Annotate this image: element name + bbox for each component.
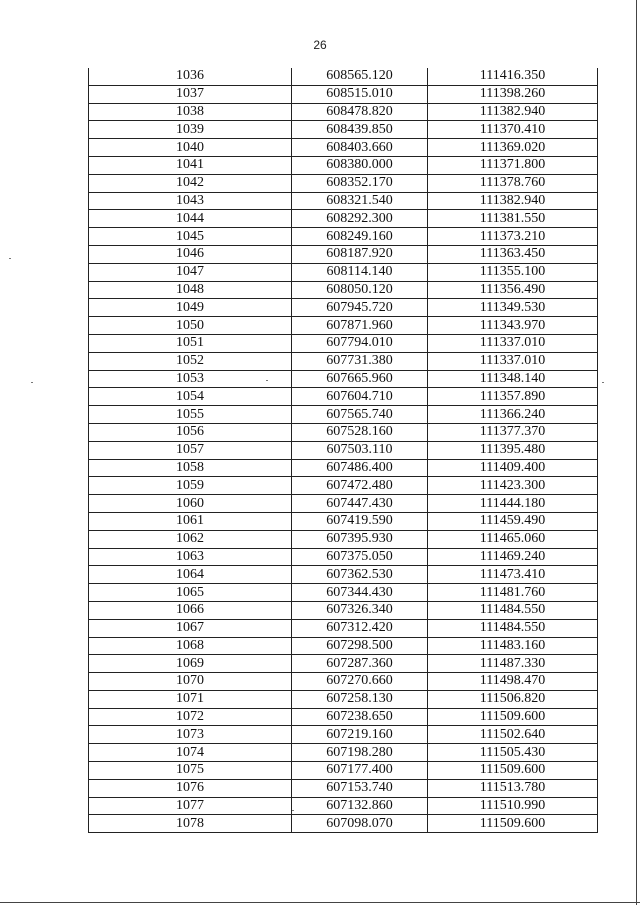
y-coordinate-cell: 111349.530 xyxy=(428,299,598,317)
y-coordinate-cell: 111509.600 xyxy=(428,708,598,726)
y-coordinate-cell: 111484.550 xyxy=(428,619,598,637)
table-row xyxy=(89,708,598,726)
point-number-cell: 1039 xyxy=(89,121,292,139)
point-number-cell: 1041 xyxy=(89,156,292,174)
point-number-cell: 1050 xyxy=(89,317,292,335)
x-coordinate-cell: 608114.140 xyxy=(292,263,428,281)
table-row xyxy=(89,406,598,424)
y-coordinate-cell: 111373.210 xyxy=(428,228,598,246)
coordinates-table-body xyxy=(89,68,598,833)
point-number-cell: 1058 xyxy=(89,459,292,477)
point-number-cell: 1065 xyxy=(89,584,292,602)
table-row xyxy=(89,103,598,121)
scan-speck xyxy=(9,258,11,259)
point-number-cell: 1061 xyxy=(89,512,292,530)
table-row xyxy=(89,228,598,246)
y-coordinate-cell: 111370.410 xyxy=(428,121,598,139)
table-row xyxy=(89,655,598,673)
point-number-cell: 1068 xyxy=(89,637,292,655)
y-coordinate-cell: 111473.410 xyxy=(428,566,598,584)
y-coordinate-cell: 111481.760 xyxy=(428,584,598,602)
table-row xyxy=(89,530,598,548)
y-coordinate-cell: 111510.990 xyxy=(428,797,598,815)
x-coordinate-cell: 607153.740 xyxy=(292,779,428,797)
point-number-cell: 1076 xyxy=(89,779,292,797)
y-coordinate-cell: 111348.140 xyxy=(428,370,598,388)
y-coordinate-cell: 111484.550 xyxy=(428,601,598,619)
point-number-cell: 1070 xyxy=(89,673,292,691)
y-coordinate-cell: 111395.480 xyxy=(428,441,598,459)
table-row xyxy=(89,352,598,370)
point-number-cell: 1045 xyxy=(89,228,292,246)
table-row xyxy=(89,690,598,708)
point-number-cell: 1060 xyxy=(89,495,292,513)
point-number-cell: 1078 xyxy=(89,815,292,833)
point-number-cell: 1072 xyxy=(89,708,292,726)
x-coordinate-cell: 607794.010 xyxy=(292,334,428,352)
point-number-cell: 1038 xyxy=(89,103,292,121)
x-coordinate-cell: 608515.010 xyxy=(292,85,428,103)
point-number-cell: 1056 xyxy=(89,423,292,441)
y-coordinate-cell: 111409.400 xyxy=(428,459,598,477)
table-row xyxy=(89,299,598,317)
point-number-cell: 1057 xyxy=(89,441,292,459)
y-coordinate-cell: 111505.430 xyxy=(428,744,598,762)
point-number-cell: 1048 xyxy=(89,281,292,299)
point-number-cell: 1073 xyxy=(89,726,292,744)
x-coordinate-cell: 608321.540 xyxy=(292,192,428,210)
table-row xyxy=(89,601,598,619)
point-number-cell: 1053 xyxy=(89,370,292,388)
page-number: 26 xyxy=(313,38,327,52)
point-number-cell: 1049 xyxy=(89,299,292,317)
table-row xyxy=(89,441,598,459)
point-number-cell: 1051 xyxy=(89,334,292,352)
x-coordinate-cell: 607486.400 xyxy=(292,459,428,477)
page-edge-right xyxy=(636,0,637,905)
y-coordinate-cell: 111356.490 xyxy=(428,281,598,299)
point-number-cell: 1059 xyxy=(89,477,292,495)
x-coordinate-cell: 607344.430 xyxy=(292,584,428,602)
y-coordinate-cell: 111366.240 xyxy=(428,406,598,424)
point-number-cell: 1052 xyxy=(89,352,292,370)
x-coordinate-cell: 608292.300 xyxy=(292,210,428,228)
table-row xyxy=(89,263,598,281)
y-coordinate-cell: 111369.020 xyxy=(428,139,598,157)
table-row xyxy=(89,619,598,637)
x-coordinate-cell: 607871.960 xyxy=(292,317,428,335)
point-number-cell: 1067 xyxy=(89,619,292,637)
y-coordinate-cell: 111513.780 xyxy=(428,779,598,797)
x-coordinate-cell: 607362.530 xyxy=(292,566,428,584)
point-number-cell: 1044 xyxy=(89,210,292,228)
table-row xyxy=(89,673,598,691)
x-coordinate-cell: 607472.480 xyxy=(292,477,428,495)
coordinates-table xyxy=(88,68,598,833)
point-number-cell: 1069 xyxy=(89,655,292,673)
x-coordinate-cell: 607604.710 xyxy=(292,388,428,406)
point-number-cell: 1046 xyxy=(89,245,292,263)
x-coordinate-cell: 607177.400 xyxy=(292,762,428,780)
x-coordinate-cell: 608249.160 xyxy=(292,228,428,246)
y-coordinate-cell: 111382.940 xyxy=(428,192,598,210)
point-number-cell: 1074 xyxy=(89,744,292,762)
table-row xyxy=(89,317,598,335)
x-coordinate-cell: 607447.430 xyxy=(292,495,428,513)
y-coordinate-cell: 111509.600 xyxy=(428,762,598,780)
table-row xyxy=(89,388,598,406)
y-coordinate-cell: 111381.550 xyxy=(428,210,598,228)
table-row xyxy=(89,495,598,513)
table-row xyxy=(89,797,598,815)
point-number-cell: 1055 xyxy=(89,406,292,424)
y-coordinate-cell: 111444.180 xyxy=(428,495,598,513)
point-number-cell: 1066 xyxy=(89,601,292,619)
x-coordinate-cell: 607395.930 xyxy=(292,530,428,548)
y-coordinate-cell: 111363.450 xyxy=(428,245,598,263)
x-coordinate-cell: 608050.120 xyxy=(292,281,428,299)
x-coordinate-cell: 607731.380 xyxy=(292,352,428,370)
table-row xyxy=(89,637,598,655)
table-row xyxy=(89,512,598,530)
y-coordinate-cell: 111343.970 xyxy=(428,317,598,335)
x-coordinate-cell: 607503.110 xyxy=(292,441,428,459)
x-coordinate-cell: 607287.360 xyxy=(292,655,428,673)
y-coordinate-cell: 111469.240 xyxy=(428,548,598,566)
x-coordinate-cell: 607219.160 xyxy=(292,726,428,744)
table-row xyxy=(89,156,598,174)
x-coordinate-cell: 607375.050 xyxy=(292,548,428,566)
point-number-cell: 1075 xyxy=(89,762,292,780)
y-coordinate-cell: 111378.760 xyxy=(428,174,598,192)
x-coordinate-cell: 607419.590 xyxy=(292,512,428,530)
point-number-cell: 1040 xyxy=(89,139,292,157)
table-row xyxy=(89,121,598,139)
x-coordinate-cell: 607565.740 xyxy=(292,406,428,424)
point-number-cell: 1054 xyxy=(89,388,292,406)
point-number-cell: 1047 xyxy=(89,263,292,281)
x-coordinate-cell: 608403.660 xyxy=(292,139,428,157)
table-row xyxy=(89,726,598,744)
table-row xyxy=(89,423,598,441)
table-row xyxy=(89,281,598,299)
table-row xyxy=(89,762,598,780)
x-coordinate-cell: 607270.660 xyxy=(292,673,428,691)
table-row xyxy=(89,548,598,566)
point-number-cell: 1037 xyxy=(89,85,292,103)
y-coordinate-cell: 111355.100 xyxy=(428,263,598,281)
y-coordinate-cell: 111337.010 xyxy=(428,334,598,352)
y-coordinate-cell: 111337.010 xyxy=(428,352,598,370)
table-row xyxy=(89,370,598,388)
table-row xyxy=(89,334,598,352)
table-row xyxy=(89,815,598,833)
x-coordinate-cell: 607298.500 xyxy=(292,637,428,655)
table-row xyxy=(89,779,598,797)
point-number-cell: 1071 xyxy=(89,690,292,708)
y-coordinate-cell: 111371.800 xyxy=(428,156,598,174)
page-edge-bottom xyxy=(0,902,640,903)
table-row xyxy=(89,192,598,210)
point-number-cell: 1062 xyxy=(89,530,292,548)
table-row xyxy=(89,566,598,584)
y-coordinate-cell: 111498.470 xyxy=(428,673,598,691)
x-coordinate-cell: 607238.650 xyxy=(292,708,428,726)
y-coordinate-cell: 111377.370 xyxy=(428,423,598,441)
x-coordinate-cell: 607198.280 xyxy=(292,744,428,762)
table-row xyxy=(89,68,598,85)
y-coordinate-cell: 111465.060 xyxy=(428,530,598,548)
point-number-cell: 1043 xyxy=(89,192,292,210)
y-coordinate-cell: 111459.490 xyxy=(428,512,598,530)
y-coordinate-cell: 111357.890 xyxy=(428,388,598,406)
x-coordinate-cell: 607312.420 xyxy=(292,619,428,637)
table-row xyxy=(89,245,598,263)
table-row xyxy=(89,584,598,602)
y-coordinate-cell: 111382.940 xyxy=(428,103,598,121)
point-number-cell: 1036 xyxy=(89,68,292,85)
point-number-cell: 1064 xyxy=(89,566,292,584)
x-coordinate-cell: 608187.920 xyxy=(292,245,428,263)
x-coordinate-cell: 608439.850 xyxy=(292,121,428,139)
table-row xyxy=(89,744,598,762)
table-row xyxy=(89,85,598,103)
scan-speck xyxy=(31,382,33,383)
y-coordinate-cell: 111423.300 xyxy=(428,477,598,495)
x-coordinate-cell: 608565.120 xyxy=(292,68,428,85)
x-coordinate-cell: 608380.000 xyxy=(292,156,428,174)
y-coordinate-cell: 111398.260 xyxy=(428,85,598,103)
x-coordinate-cell: 607665.960 xyxy=(292,370,428,388)
x-coordinate-cell: 607132.860 xyxy=(292,797,428,815)
point-number-cell: 1042 xyxy=(89,174,292,192)
x-coordinate-cell: 607098.070 xyxy=(292,815,428,833)
x-coordinate-cell: 607326.340 xyxy=(292,601,428,619)
y-coordinate-cell: 111509.600 xyxy=(428,815,598,833)
scan-speck xyxy=(602,382,604,383)
y-coordinate-cell: 111416.350 xyxy=(428,68,598,85)
table-row xyxy=(89,174,598,192)
point-number-cell: 1063 xyxy=(89,548,292,566)
x-coordinate-cell: 608352.170 xyxy=(292,174,428,192)
x-coordinate-cell: 608478.820 xyxy=(292,103,428,121)
table-row xyxy=(89,139,598,157)
table-row xyxy=(89,459,598,477)
x-coordinate-cell: 607528.160 xyxy=(292,423,428,441)
table-row xyxy=(89,210,598,228)
y-coordinate-cell: 111487.330 xyxy=(428,655,598,673)
x-coordinate-cell: 607945.720 xyxy=(292,299,428,317)
y-coordinate-cell: 111483.160 xyxy=(428,637,598,655)
point-number-cell: 1077 xyxy=(89,797,292,815)
table-row xyxy=(89,477,598,495)
y-coordinate-cell: 111506.820 xyxy=(428,690,598,708)
x-coordinate-cell: 607258.130 xyxy=(292,690,428,708)
y-coordinate-cell: 111502.640 xyxy=(428,726,598,744)
